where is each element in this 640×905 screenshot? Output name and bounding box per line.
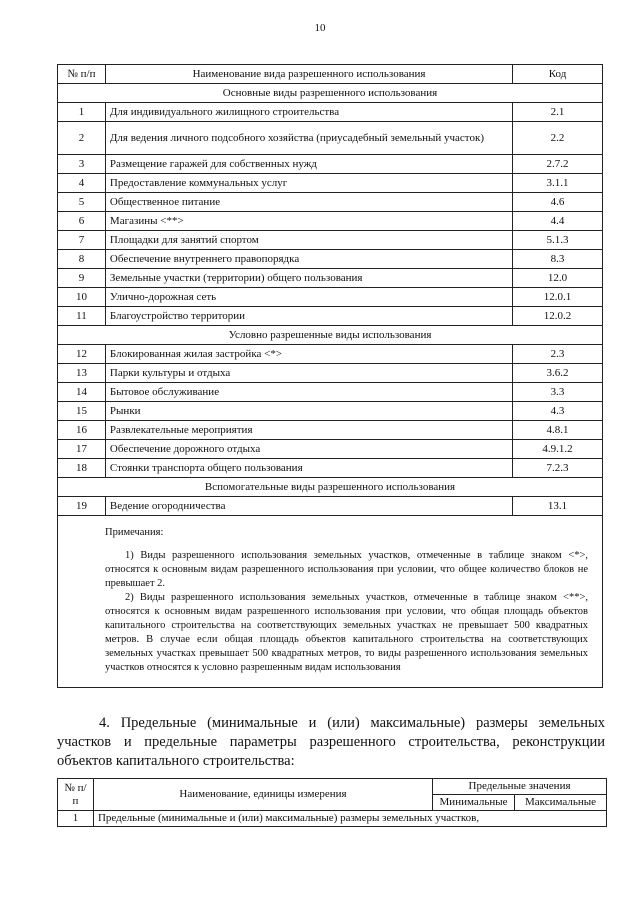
row-num: 14 <box>58 383 106 402</box>
t2-header-max: Максимальные <box>515 795 607 811</box>
table-row <box>58 345 603 364</box>
table-row <box>58 250 603 269</box>
row-name: Ведение огородничества <box>105 497 512 516</box>
row-num: 17 <box>58 440 106 459</box>
row-num: 13 <box>58 364 106 383</box>
row-code: 2.7.2 <box>513 155 603 174</box>
row-name: Обеспечение внутреннего правопорядка <box>105 250 512 269</box>
section-header-row <box>58 478 603 497</box>
row-num: 16 <box>58 421 106 440</box>
row-code: 2.3 <box>513 345 603 364</box>
row-code: 4.4 <box>513 212 603 231</box>
table-row <box>58 307 603 326</box>
row-code: 4.9.1.2 <box>513 440 603 459</box>
row-code: 4.8.1 <box>513 421 603 440</box>
row-name: Для индивидуального жилищного строительства <box>105 103 512 122</box>
limits-table <box>57 778 607 827</box>
table-header-row <box>58 65 603 84</box>
row-name: Обеспечение дорожного отдыха <box>105 440 512 459</box>
row-num: 15 <box>58 402 106 421</box>
notes-title: Примечания: <box>105 527 164 538</box>
row-name: Рынки <box>105 402 512 421</box>
land-use-table <box>57 64 603 688</box>
row-code: 8.3 <box>513 250 603 269</box>
table-row <box>58 402 603 421</box>
table-row <box>58 212 603 231</box>
section-header-row <box>58 84 603 103</box>
t2-header-num: № п/п <box>58 779 94 811</box>
row-name: Стоянки транспорта общего пользования <box>105 459 512 478</box>
row-num: 6 <box>58 212 106 231</box>
row-num: 18 <box>58 459 106 478</box>
row-num: 8 <box>58 250 106 269</box>
row-code: 3.1.1 <box>513 174 603 193</box>
table-row <box>58 231 603 250</box>
row-code: 13.1 <box>513 497 603 516</box>
row-num: 3 <box>58 155 106 174</box>
table-row <box>58 459 603 478</box>
row-name: Площадки для занятий спортом <box>105 231 512 250</box>
table-row <box>58 269 603 288</box>
table-row <box>58 811 607 827</box>
row-num: 1 <box>58 103 106 122</box>
t2-row-name: Предельные (минимальные и (или) максимальные) размеры земельных участков, <box>93 811 606 827</box>
row-name: Земельные участки (территории) общего пользования <box>105 269 512 288</box>
table-row <box>58 421 603 440</box>
row-code: 4.6 <box>513 193 603 212</box>
row-name: Парки культуры и отдыха <box>105 364 512 383</box>
row-num: 12 <box>58 345 106 364</box>
notes-row <box>58 516 603 688</box>
row-code: 5.1.3 <box>513 231 603 250</box>
row-code: 4.3 <box>513 402 603 421</box>
row-num: 19 <box>58 497 106 516</box>
row-code: 3.6.2 <box>513 364 603 383</box>
row-code: 3.3 <box>513 383 603 402</box>
table-row <box>58 103 603 122</box>
row-num: 4 <box>58 174 106 193</box>
note-item: 2) Виды разрешенного использования земельных участков, отмеченные в таблице знаком <**>, относятся к основным видам разрешенного использования при условии, что общая площадь объектов капитального строительства на соответствующих земельных участках не превышает 500 квадратных метров. В случае если общая площадь объектов капитального строительства на соответствующих земельных участках превышает 500 квадратных метров, то виды разрешенного использования земельных участков относятся к условно разрешенным видам использования <box>105 592 588 673</box>
header-num: № п/п <box>58 65 106 84</box>
note-item: 1) Виды разрешенного использования земельных участков, отмеченные в таблице знаком <*>, относятся к основным видам разрешенного использования при условии, что общее количество блоков не превышает 2. <box>105 550 588 589</box>
row-name: Улично-дорожная сеть <box>105 288 512 307</box>
header-code: Код <box>513 65 603 84</box>
row-code: 12.0.2 <box>513 307 603 326</box>
row-code: 2.1 <box>513 103 603 122</box>
row-name: Благоустройство территории <box>105 307 512 326</box>
row-name: Общественное питание <box>105 193 512 212</box>
section-title: Основные виды разрешенного использования <box>58 84 603 103</box>
row-name: Предоставление коммунальных услуг <box>105 174 512 193</box>
table-row <box>58 383 603 402</box>
t2-header-name: Наименование, единицы измерения <box>93 779 432 811</box>
row-code: 12.0 <box>513 269 603 288</box>
table-row <box>58 122 603 155</box>
row-num: 9 <box>58 269 106 288</box>
table-row <box>58 174 603 193</box>
row-num: 7 <box>58 231 106 250</box>
row-name: Бытовое обслуживание <box>105 383 512 402</box>
section-title: Условно разрешенные виды использования <box>58 326 603 345</box>
page-number: 10 <box>314 22 326 34</box>
row-code: 12.0.1 <box>513 288 603 307</box>
section-title: Вспомогательные виды разрешенного использования <box>58 478 603 497</box>
header-name: Наименование вида разрешенного использования <box>105 65 512 84</box>
t2-header-min: Минимальные <box>433 795 515 811</box>
table-row <box>58 497 603 516</box>
table-row <box>58 155 603 174</box>
t2-row-num: 1 <box>58 811 94 827</box>
notes-cell <box>58 516 603 688</box>
table-row <box>58 193 603 212</box>
row-name: Размещение гаражей для собственных нужд <box>105 155 512 174</box>
row-name: Развлекательные мероприятия <box>105 421 512 440</box>
row-name: Для ведения личного подсобного хозяйства (приусадебный земельный участок) <box>105 122 512 155</box>
row-num: 10 <box>58 288 106 307</box>
section-4-heading-text: 4. Предельные (минимальные и (или) максимальные) размеры земельных участков и предельные параметры разрешенного строительства, реконструкции объектов капитального строительства: <box>57 715 605 769</box>
row-code: 7.2.3 <box>513 459 603 478</box>
section-4-heading <box>57 714 605 771</box>
section-header-row <box>58 326 603 345</box>
table-row <box>58 288 603 307</box>
table-row <box>58 364 603 383</box>
row-code: 2.2 <box>513 122 603 155</box>
row-name: Магазины <**> <box>105 212 512 231</box>
row-num: 11 <box>58 307 106 326</box>
row-name: Блокированная жилая застройка <*> <box>105 345 512 364</box>
t2-header-limits: Предельные значения <box>433 779 607 795</box>
row-num: 2 <box>58 122 106 155</box>
row-num: 5 <box>58 193 106 212</box>
table-row <box>58 440 603 459</box>
